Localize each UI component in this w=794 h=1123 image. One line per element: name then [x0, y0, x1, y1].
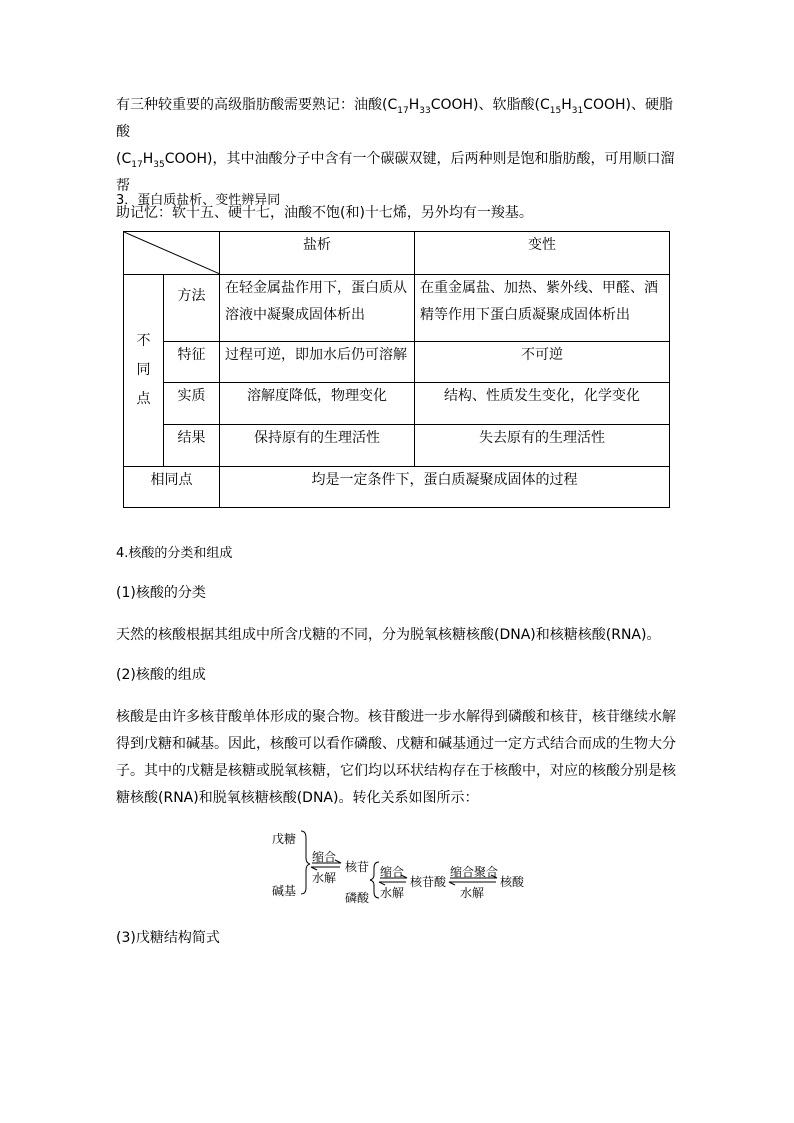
- common-label: 相同点: [124, 467, 220, 508]
- cell-denature: 不可逆: [415, 342, 670, 383]
- subscript: 17: [131, 159, 143, 170]
- subscript: 33: [419, 105, 431, 116]
- group-label-cell: [124, 275, 164, 467]
- phosphate-label: 磷酸: [345, 891, 370, 905]
- section-4-heading: 4.核酸的分类和组成: [116, 546, 233, 561]
- diagonal-line: [124, 232, 220, 274]
- text-run: COOH)、软脂酸(C: [430, 97, 550, 113]
- cell-denature: 结构、性质发生变化，化学变化: [415, 383, 670, 425]
- table-header-row: [124, 232, 670, 275]
- cell-salting: 过程可逆，即加水后仍可溶解: [220, 342, 415, 383]
- text-run: H: [142, 151, 154, 167]
- paragraph-line: [116, 92, 678, 146]
- row-label: 结果: [164, 425, 220, 467]
- base-label: 碱基: [272, 884, 297, 898]
- nucleotide-label: 核苷酸: [410, 875, 447, 889]
- hydrolysis-label-2: 水解: [380, 886, 405, 900]
- combine-label-2: 缩合: [380, 865, 405, 879]
- hydrolysis-label-3: 水解: [460, 886, 485, 900]
- subscript: 17: [397, 105, 409, 116]
- cell-salting: 在轻金属盐作用下，蛋白质从溶液中凝聚成固体析出: [220, 275, 415, 342]
- pentose-label: 戊糖: [272, 832, 297, 846]
- group-label-char: 点: [136, 391, 151, 407]
- row-label: 特征: [164, 342, 220, 383]
- row-label: 方法: [164, 275, 220, 342]
- text-run: 有三种较重要的高级脂肪酸需要熟记：油酸(C: [116, 97, 398, 113]
- header-denature: 变性: [415, 232, 670, 275]
- text-run: H: [561, 97, 572, 113]
- hydrolysis-label-1: 水解: [312, 871, 337, 885]
- row-label: 实质: [164, 383, 220, 425]
- protein-comparison-table: [123, 231, 670, 508]
- table-row: [124, 467, 670, 508]
- subscript: 31: [571, 105, 584, 116]
- section-3-heading: 3．蛋白质盐析、变性辨异同: [116, 193, 281, 208]
- text-run: H: [408, 97, 420, 113]
- cell-denature: 在重金属盐、加热、紫外线、甲醛、酒精等作用下蛋白质凝聚成固体析出: [415, 275, 670, 342]
- table-row: [124, 342, 670, 383]
- header-salting: 盐析: [220, 232, 415, 275]
- paragraph-line: 助记忆：软十五、硬十七，油酸不饱(和)十七烯，另外均有一羧基。: [116, 205, 533, 221]
- text-run: COOH)、硬脂酸: [116, 97, 673, 140]
- combine-label-1: 缩合: [312, 850, 337, 864]
- cell-salting: 溶解度降低，物理变化: [220, 383, 415, 425]
- subscript: 35: [153, 159, 165, 170]
- cell-salting: 保持原有的生理活性: [220, 425, 415, 467]
- group-label-char: 不: [136, 333, 151, 349]
- subsection-2-heading: (2)核酸的组成: [116, 667, 206, 683]
- text-run: COOH)，其中油酸分子中含有一个碳碳双键，后两种则是饱和脂肪酸，可用顺口溜帮: [116, 151, 675, 194]
- table-row: [124, 383, 670, 425]
- table-row: [124, 425, 670, 467]
- subsection-1-heading: (1)核酸的分类: [116, 585, 206, 601]
- nucleic-acid-conversion-diagram: [268, 828, 536, 904]
- diagonal-header-cell: [124, 232, 220, 275]
- table-row: [124, 275, 670, 342]
- subscript: 15: [549, 105, 562, 116]
- text-run: (C: [116, 151, 132, 167]
- subsection-2-text: 核酸是由许多核苷酸单体形成的聚合物。核苷酸进一步水解得到磷酸和核苷，核苷继续水解得到戊糖和碱基。因此，核酸可以看作磷酸、戊糖和碱基通过一定方式结合而成的生物大分子。其中的戊糖是核糖或脱氧核糖，它们均以环状结构存在于核酸中，对应的核酸分别是核糖核酸(RNA)和脱氧核糖核酸(DNA)。转化关系如图所示：: [116, 709, 676, 806]
- subsection-1-text: 天然的核酸根据其组成中所含戊糖的不同，分为脱氧核糖核酸(DNA)和核糖核酸(RNA)。: [116, 627, 661, 643]
- nucleoside-label: 核苷: [345, 860, 370, 874]
- common-value: 均是一定条件下，蛋白质凝聚成固体的过程: [220, 467, 670, 508]
- polycondense-label: 缩合聚合: [450, 865, 499, 879]
- cell-denature: 失去原有的生理活性: [415, 425, 670, 467]
- group-label-char: 同: [136, 362, 151, 378]
- subsection-3-heading: (3)戊糖结构简式: [116, 930, 220, 946]
- nucleic-acid-label: 核酸: [500, 875, 525, 889]
